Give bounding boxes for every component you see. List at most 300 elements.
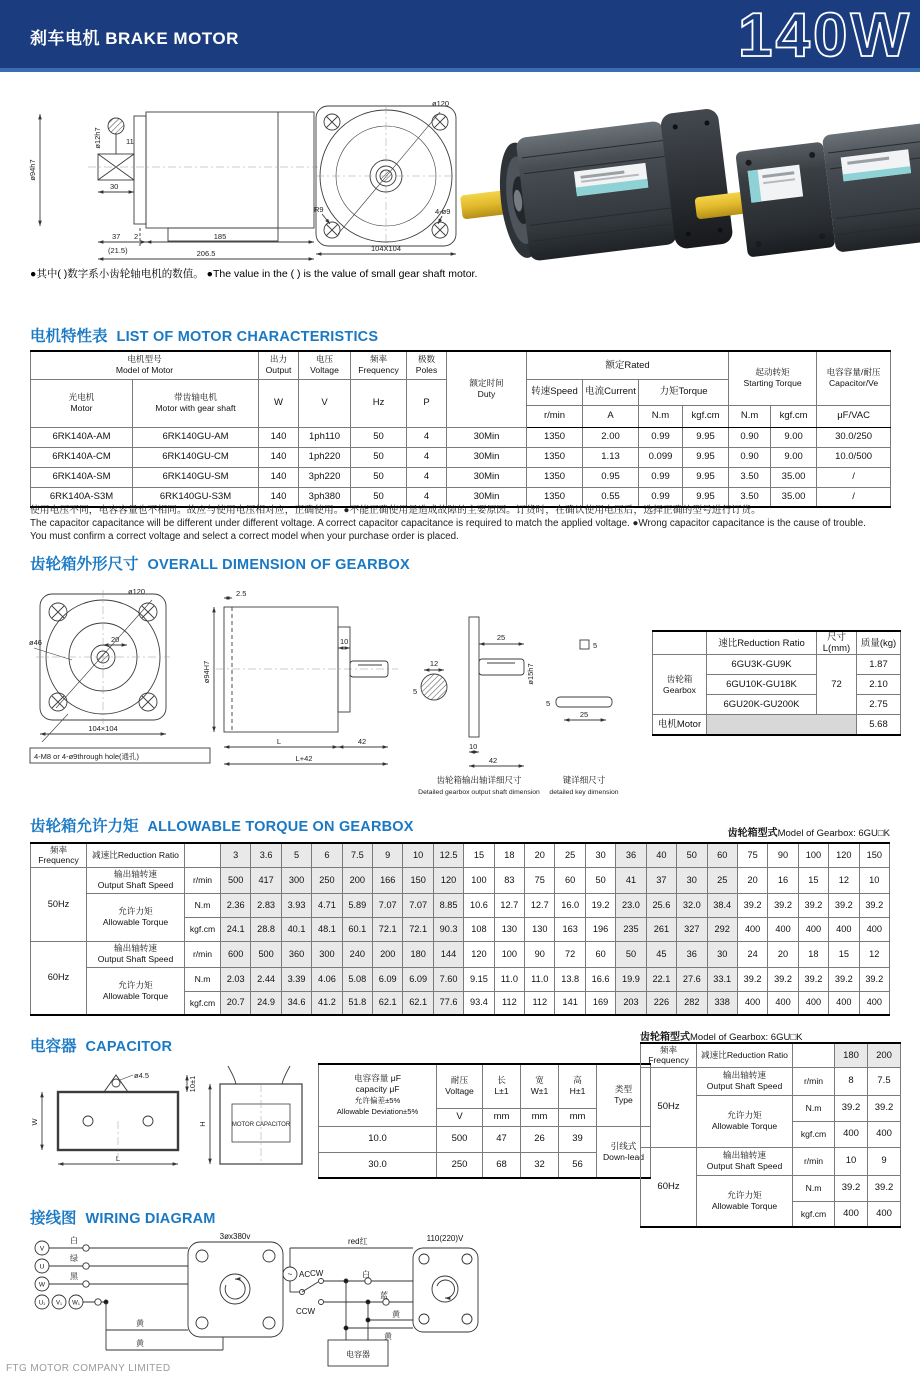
cap-val-voltage-2: 250 (437, 1152, 483, 1178)
unit-v: V (299, 379, 351, 427)
gearbox-front-view (30, 590, 210, 763)
table-cell: 38.4 (707, 893, 737, 917)
col-capacitor (817, 351, 891, 405)
gw-gearbox-zh: 齿轮箱 (666, 673, 693, 684)
table-cell: 30Min (447, 487, 527, 507)
cap-h3: 允许偏差±5% (354, 1096, 401, 1106)
table-cell: 10 (859, 867, 889, 893)
table-cell: 60 (555, 867, 585, 893)
table-cell: 72.1 (373, 917, 403, 941)
table-cell: 120 (433, 867, 463, 893)
table-cell: 400 (859, 991, 889, 1015)
speed-en-60: Output Shaft Speed (97, 954, 174, 964)
single-phase-voltage-label: 110(220)V (426, 1234, 464, 1243)
gw-gearbox-en: Gearbox (663, 684, 696, 695)
guk-freq-50: 50Hz (641, 1067, 697, 1147)
table-cell: 6RK140GU-AM (133, 427, 259, 447)
dim-gear-len: 30 (110, 182, 119, 191)
table-cell: 72.1 (403, 917, 433, 941)
table-cell: 2.44 (251, 967, 281, 991)
table-cell: 200 (868, 1043, 901, 1067)
table-cell: 6RK140A-AM (31, 427, 133, 447)
gw-ratio-2: 6GU10K-GU18K (707, 675, 817, 695)
table-cell: 22.1 (646, 967, 676, 991)
dim-corner-r: R9 (314, 205, 324, 214)
unit-kgfcm-start: kgf.cm (771, 405, 817, 427)
kdim-25: 25 (579, 710, 589, 719)
table-cell: 360 (281, 941, 311, 967)
gdim-holes-note: 4-M8 or 4-ø9through hole(通孔) (34, 752, 140, 761)
table-cell: 5.08 (342, 967, 372, 991)
table-cell: 25 (707, 867, 737, 893)
output-en: Output (265, 365, 292, 376)
table-cell: 140 (259, 487, 299, 507)
ac-label: AC (299, 1270, 311, 1279)
table-cell: 6RK140A-CM (31, 447, 133, 467)
torque-ratio-header: 减速比Reduction Ratio (87, 843, 185, 867)
guk-unit-kgf-50: kgf.cm (793, 1121, 835, 1147)
note-en1: The capacitor capacitance will be different under different voltage. A correct capacitor capacitance is required to match the applied voltage. ●Wrong capacitor capacitance is the cause of trouble. (30, 518, 866, 530)
cap-col-height (559, 1064, 597, 1108)
table-cell: 39.2 (868, 1175, 901, 1201)
table-cell: 400 (829, 991, 859, 1015)
table-cell: 32.0 (677, 893, 707, 917)
capacitor-zh: 电容容量/耐压 (826, 367, 881, 378)
dim-body-dia: ø94h7 (28, 159, 37, 181)
wire-white-label: 白 (70, 1236, 78, 1245)
guk-label-torque-50 (697, 1095, 793, 1147)
col-starting-torque (729, 351, 817, 405)
table-cell: 9.95 (683, 487, 729, 507)
speed-zh-50: 输出轴转速 (114, 869, 157, 880)
table-cell: 0.55 (583, 487, 639, 507)
guk-60-speed-row (641, 1147, 901, 1175)
table-cell: 23.0 (616, 893, 646, 917)
cap-type-zh: 类型 (614, 1084, 633, 1095)
cdim-hole: ø4.5 (134, 1071, 150, 1080)
table-cell: 0.90 (729, 447, 771, 467)
table-cell: 13.8 (555, 967, 585, 991)
capacitor-sticker-label: MOTOR CAPACITOR (231, 1122, 291, 1128)
gw-ratio-1: 6GU3K-GU9K (707, 655, 817, 675)
section5-zh: 接线图 (30, 1210, 77, 1227)
wire-green-label: 绿 (70, 1254, 78, 1263)
gw-row-motor (653, 715, 901, 735)
capacitor-table (318, 1063, 651, 1179)
table-cell: 0.099 (639, 447, 683, 467)
torque-zh-60: 允许力矩 (118, 979, 153, 990)
table-cell: 11.0 (525, 967, 555, 991)
frequency-en: Frequency (358, 365, 399, 376)
gearbox-side-view (214, 598, 398, 764)
table-cell: 400 (835, 1121, 868, 1147)
guk-freq-60: 60Hz (641, 1147, 697, 1227)
motor-front-view (316, 106, 456, 254)
gdim-L: L (276, 737, 282, 746)
gw-ratio-3: 6GU20K-GU200K (707, 695, 817, 715)
section4-zh: 电容器 (30, 1038, 77, 1055)
gw-size: 72 (817, 655, 857, 715)
table-cell: 36 (616, 843, 646, 867)
table-cell: 24 (737, 941, 767, 967)
col-motor-gear (133, 379, 259, 427)
terminal-v: V (39, 1245, 45, 1253)
terminal-u: U (39, 1263, 45, 1271)
gdim-front-dia: ø120 (128, 587, 146, 596)
table-cell: 400 (829, 917, 859, 941)
table-cell: 35.00 (771, 487, 817, 507)
gw-motor-blank (707, 715, 857, 735)
table-cell: 9.95 (683, 447, 729, 467)
section-capacitor (30, 1034, 172, 1056)
table-cell: 9.00 (771, 447, 817, 467)
table-cell: 400 (868, 1201, 901, 1227)
table-cell: 50 (351, 447, 407, 467)
table-cell: 12.7 (494, 893, 524, 917)
table-cell: 15 (798, 867, 828, 893)
label-allowable-torque-50 (87, 893, 185, 941)
note-en2: You must confirm a correct voltage and select a correct model when your purchase order is placed. (30, 531, 459, 543)
table-cell: 50 (351, 487, 407, 507)
guk-freq-header: 频率Frequency (641, 1043, 697, 1067)
unit-hz: Hz (351, 379, 407, 427)
sdim-10: 10 (469, 742, 478, 751)
poles-en: Poles (415, 365, 438, 376)
table-cell: 4 (407, 447, 447, 467)
table-cell: 39.2 (768, 893, 798, 917)
torque-zh-50: 允许力矩 (118, 906, 153, 917)
motor-characteristics-table (30, 350, 891, 508)
table-cell: 2.83 (251, 893, 281, 917)
table-cell: 9.15 (464, 967, 494, 991)
shaft-detail-caption-zh: 齿轮箱输出轴详细尺寸 (436, 775, 522, 785)
motor-plain-en: Motor (70, 403, 93, 413)
table-cell: 8.85 (433, 893, 463, 917)
sdim-key-w: 12 (429, 659, 439, 668)
col-poles (407, 351, 447, 379)
capacitor-drawing (30, 1062, 308, 1182)
table-cell: 4.06 (312, 967, 342, 991)
table-cell: 3.93 (281, 893, 311, 917)
table-cell: 62.1 (403, 991, 433, 1015)
table-cell: 60.1 (342, 917, 372, 941)
table-cell: 34.6 (281, 991, 311, 1015)
table-cell: 50 (351, 427, 407, 447)
table-cell: 327 (677, 917, 707, 941)
duty-zh: 额定时间 (469, 378, 504, 389)
gw-motor-weight: 5.68 (857, 715, 901, 735)
table-cell: 10 (403, 843, 433, 867)
gearbox-model-en-2: Model of Gearbox: 6GU□K (690, 1032, 803, 1043)
table-cell: 39.2 (829, 967, 859, 991)
motor-gear-zh: 带齿轴电机 (174, 391, 217, 402)
unit-nm: N.m (639, 405, 683, 427)
table-cell: 9.95 (683, 467, 729, 487)
table-cell: 3ph380 (299, 487, 351, 507)
cap-val-w-1: 26 (521, 1126, 559, 1152)
table-cell: 39.2 (859, 893, 889, 917)
voltage-en: Voltage (310, 365, 339, 376)
wire-yellow2-label: 黄 (136, 1339, 144, 1348)
table-cell: 20 (525, 843, 555, 867)
table-cell: 39.2 (768, 967, 798, 991)
table-cell: 1350 (527, 467, 583, 487)
terminal-v1: V₁ (55, 1300, 63, 1307)
table-cell: 6RK140A-S3M (31, 487, 133, 507)
cap-col-length (483, 1064, 521, 1108)
cap-unit-mm-h: mm (559, 1108, 597, 1126)
section2-zh: 齿轮箱外形尺寸 (30, 556, 139, 573)
table-cell: 120 (464, 941, 494, 967)
cap-lead-en: Down-lead (602, 1151, 645, 1162)
wire-yellow1-label: 黄 (136, 1319, 144, 1328)
table-cell: 7.5 (342, 843, 372, 867)
wiring-diagram (28, 1232, 488, 1374)
table-cell: 7.07 (403, 893, 433, 917)
cap-hei-en: H±1 (569, 1086, 586, 1097)
torque-freq-header: 频率Frequency (31, 843, 87, 867)
table-cell: 39.2 (859, 967, 889, 991)
terminal-w: W (38, 1281, 46, 1289)
gw-row-1 (653, 655, 901, 675)
table-cell: 19.2 (585, 893, 615, 917)
table-cell: 12 (859, 941, 889, 967)
table-cell: 33.1 (707, 967, 737, 991)
table-cell: 39.2 (798, 893, 828, 917)
cap-h4: Allowable Deviation±5% (336, 1107, 419, 1117)
table-cell: 112 (494, 991, 524, 1015)
table-cell: 8 (835, 1067, 868, 1095)
table-cell: 6.09 (403, 967, 433, 991)
table-cell: 6.09 (373, 967, 403, 991)
voltage-notes (30, 504, 902, 543)
table-cell: 180 (835, 1043, 868, 1067)
table-cell: 15 (829, 941, 859, 967)
table-cell: 9.95 (683, 427, 729, 447)
cdim-tab: 10±1 (188, 1075, 197, 1093)
table-cell: 30Min (447, 427, 527, 447)
unit-rpm: r/min (527, 405, 583, 427)
table-cell: 235 (616, 917, 646, 941)
dim-206-5: 206.5 (196, 249, 216, 258)
motor-row-am (31, 427, 891, 447)
table-cell: 72 (555, 941, 585, 967)
motor-row-sm (31, 467, 891, 487)
table-cell: 140 (259, 467, 299, 487)
table-cell: 1350 (527, 487, 583, 507)
cap-col-capacity (319, 1064, 437, 1126)
unit-nm-start: N.m (729, 405, 771, 427)
page-title-zh: 刹车电机 (30, 29, 100, 48)
wire-yellow4-label: 黄 (384, 1332, 392, 1341)
gdim-inner-dia: ø46 (29, 638, 42, 647)
table-cell: 24.1 (221, 917, 251, 941)
table-cell: 226 (646, 991, 676, 1015)
table-cell: 40 (646, 843, 676, 867)
table-cell: 4.71 (312, 893, 342, 917)
table-cell: 1350 (527, 447, 583, 467)
table-cell: 130 (494, 917, 524, 941)
table-cell: 11.0 (494, 967, 524, 991)
kdim-5a: 5 (593, 641, 598, 650)
col-speed: 转速Speed (527, 379, 583, 405)
poles-zh: 极数 (417, 354, 436, 365)
table-cell: 150 (403, 867, 433, 893)
dim-key-len: 11 (126, 137, 134, 146)
unit-kgf-60: kgf.cm (185, 991, 221, 1015)
cap-unit-mm-w: mm (521, 1108, 559, 1126)
gdim-body-dia: ø94H7 (202, 660, 211, 684)
table-cell: 30Min (447, 447, 527, 467)
unit-rpm-60: r/min (185, 941, 221, 967)
table-cell: 200 (342, 867, 372, 893)
gw-weight-1: 1.87 (857, 655, 901, 675)
unit-w: W (259, 379, 299, 427)
cap-volt-en: Voltage (445, 1086, 474, 1097)
gear-shaft-note: ●其中( )数字系小齿轮轴电机的数值。 ●The value in the ( ) is the value of small gear shaft motor. (30, 268, 478, 280)
table-cell: 39.2 (829, 893, 859, 917)
duty-en: Duty (477, 389, 496, 400)
table-cell: 20 (768, 941, 798, 967)
wire-yellow3-label: 黄 (392, 1310, 400, 1319)
unit-nm-60: N.m (185, 967, 221, 991)
table-cell: 400 (768, 991, 798, 1015)
torque-unit-header (185, 843, 221, 867)
motor-plain-zh: 光电机 (68, 391, 95, 402)
ccw-label: CCW (296, 1307, 316, 1316)
table-cell: 1ph220 (299, 447, 351, 467)
table-cell: 9 (373, 843, 403, 867)
table-cell: 180 (403, 941, 433, 967)
table-cell: 7.5 (868, 1067, 901, 1095)
table-cell: 4 (407, 427, 447, 447)
cap-val-voltage-1: 500 (437, 1126, 483, 1152)
gdim-step: 10 (340, 637, 349, 646)
table-cell: 0.90 (729, 427, 771, 447)
table-cell: 39.2 (868, 1095, 901, 1121)
guk-unit-rpm-60: r/min (793, 1147, 835, 1175)
guk-label-speed-50 (697, 1067, 793, 1095)
guk-unit-nm-50: N.m (793, 1095, 835, 1121)
table-cell: 141 (555, 991, 585, 1015)
table-cell: / (817, 467, 891, 487)
table-cell: 12.7 (525, 893, 555, 917)
cap-col-width (521, 1064, 559, 1108)
wire-red-label: red红 (348, 1237, 368, 1246)
cw-label: CW (310, 1269, 324, 1278)
col-duty (447, 351, 527, 427)
table-cell: 400 (798, 917, 828, 941)
col-output (259, 351, 299, 379)
table-cell: 1.13 (583, 447, 639, 467)
table-cell: 400 (835, 1201, 868, 1227)
unit-nm-50: N.m (185, 893, 221, 917)
cap-col-voltage (437, 1064, 483, 1108)
torque-50-nm-row (31, 893, 890, 917)
table-cell: 20.7 (221, 991, 251, 1015)
torque-header-row (31, 843, 890, 867)
cap-val-l-1: 47 (483, 1126, 521, 1152)
cap-row-1 (319, 1126, 651, 1152)
section1-en: LIST OF MOTOR CHARACTERISTICS (116, 329, 379, 345)
table-cell: 600 (221, 941, 251, 967)
table-cell: 112 (525, 991, 555, 1015)
table-cell: 90 (768, 843, 798, 867)
table-cell: 250 (312, 867, 342, 893)
table-cell: 166 (373, 867, 403, 893)
motor-dimension-drawing (28, 96, 460, 266)
table-cell: 35.00 (771, 467, 817, 487)
table-cell: 196 (585, 917, 615, 941)
table-cell: 0.99 (639, 467, 683, 487)
table-cell: 1ph110 (299, 427, 351, 447)
section3-zh: 齿轮箱允许力矩 (30, 818, 139, 835)
table-cell: 3.39 (281, 967, 311, 991)
table-cell: 0.99 (639, 487, 683, 507)
gw-gearbox-label (653, 655, 707, 715)
table-cell: 120 (829, 843, 859, 867)
dim-shaft-dia: ø12h7 (93, 127, 102, 149)
table-cell: 400 (868, 1121, 901, 1147)
capacitor-box-label: 电容器 (346, 1350, 370, 1359)
table-cell: 300 (281, 867, 311, 893)
table-cell: 60 (707, 843, 737, 867)
table-cell: 9.00 (771, 427, 817, 447)
gearbox-weight-table (652, 630, 901, 736)
label-allowable-torque-60 (87, 967, 185, 1015)
unit-kgf-50: kgf.cm (185, 917, 221, 941)
terminal-w1: W₁ (72, 1300, 80, 1307)
guk-torque-en-50: Allowable Torque (711, 1121, 778, 1131)
sdim-42: 42 (488, 756, 498, 765)
torque-60-speed-row (31, 941, 890, 967)
table-cell: / (817, 487, 891, 507)
terminal-u1: U₁ (38, 1300, 46, 1307)
table-cell: 41 (616, 867, 646, 893)
table-cell: 10.6 (464, 893, 494, 917)
guk-unit-nm-60: N.m (793, 1175, 835, 1201)
motor-photo-plain (453, 108, 734, 270)
gw-corner (653, 631, 707, 655)
key-detail-caption-zh: 键详细尺寸 (562, 775, 606, 785)
cap-val-capacity-2: 30.0 (319, 1152, 437, 1178)
table-cell: 19.9 (616, 967, 646, 991)
table-cell: 41.2 (312, 991, 342, 1015)
cdim-l: L (115, 1154, 121, 1163)
table-cell: 39.2 (737, 967, 767, 991)
cap-unit-mm-l: mm (483, 1108, 521, 1126)
table-cell: 400 (798, 991, 828, 1015)
gearbox-6guk-table (640, 1042, 901, 1228)
motor-side-view (40, 112, 318, 259)
allowable-torque-table (30, 842, 890, 1016)
cap-len-zh: 长 (497, 1075, 506, 1086)
table-cell: 6RK140GU-SM (133, 467, 259, 487)
model-zh: 电机型号 (127, 354, 162, 365)
table-cell: 30.0/250 (817, 427, 891, 447)
table-cell: 30Min (447, 467, 527, 487)
table-cell: 0.99 (639, 427, 683, 447)
table-cell: 75 (525, 867, 555, 893)
table-cell: 30 (707, 941, 737, 967)
table-cell: 50 (585, 867, 615, 893)
shaft-detail-caption-en: Detailed gearbox output shaft dimension (418, 789, 540, 796)
table-cell: 6 (312, 843, 342, 867)
guk-ratio-header: 减速比Reduction Ratio (697, 1043, 793, 1067)
table-cell: 16 (768, 867, 798, 893)
gdim-42: 42 (357, 737, 367, 746)
torque-50-speed-row (31, 867, 890, 893)
